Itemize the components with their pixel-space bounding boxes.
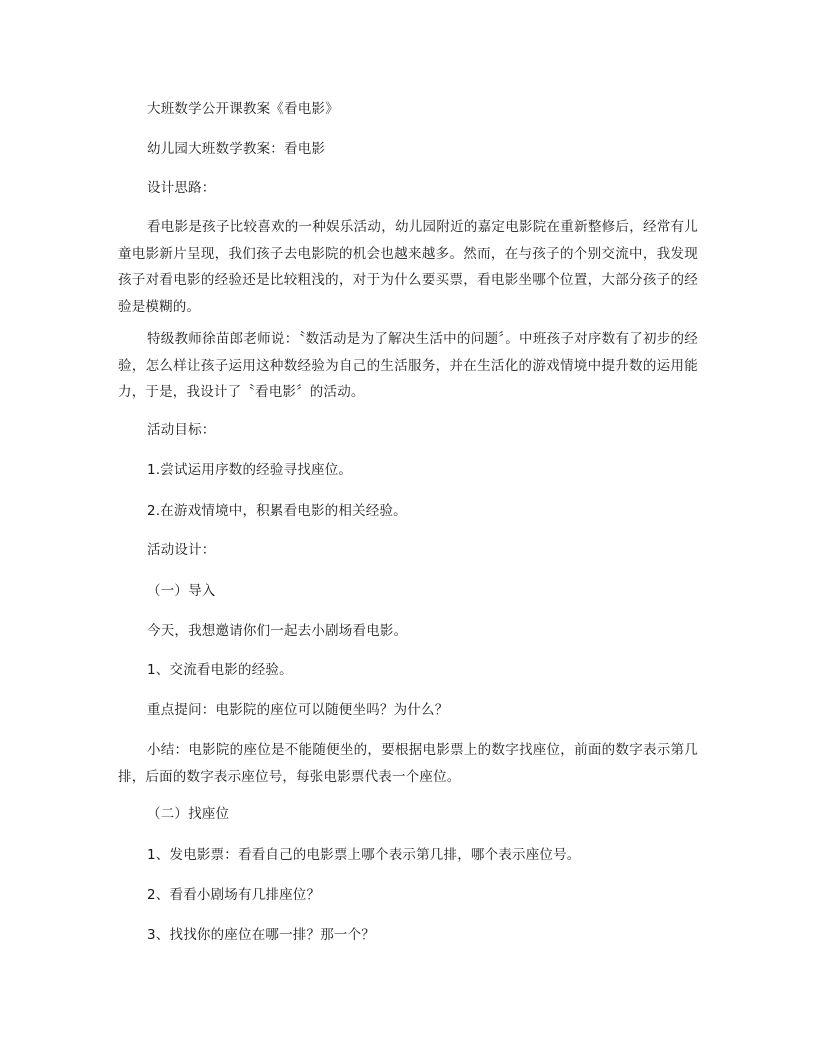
step-2-1: 1、发电影票：看看自己的电影票上哪个表示第几排，哪个表示座位号。 — [147, 847, 581, 863]
key-question: 重点提问：电影院的座位可以随便坐吗？为什么？ — [147, 702, 449, 718]
intro-text: 今天，我想邀请你们一起去小剧场看电影。 — [147, 623, 408, 639]
step-2-3: 3、找找你的座位在哪一排？那一个？ — [147, 927, 375, 943]
activity-heading: 活动设计： — [147, 542, 216, 558]
design-paragraph-2: 特级教师徐苗郎老师说：〝数活动是为了解决生活中的问题〞。中班孩子对序数有了初步的经验，怎么样让孩子运用这种数经验为自己的生活服务，并在生活化的游戏情境中提升数的运用能力，于是，我设计了〝看电影〞的活动。 — [118, 331, 698, 400]
step-1: 1、交流看电影的经验。 — [147, 662, 293, 678]
document-title: 大班数学公开课教案《看电影》 — [147, 101, 339, 117]
design-paragraph-1: 看电影是孩子比较喜欢的一种娱乐活动，幼儿园附近的嘉定电影院在重新整修后，经常有儿童电影新片呈现，我们孩子去电影院的机会也越来越多。然而，在与孩子的个别交流中，我发现孩子对看电影的经验还是比较粗浅的，对于为什么要买票，看电影坐哪个位置，大部分孩子的经验是模糊的。 — [118, 219, 698, 315]
design-heading: 设计思路： — [147, 180, 216, 196]
goal-item-2: 2.在游戏情境中，积累看电影的相关经验。 — [147, 503, 407, 519]
summary-paragraph: 小结：电影院的座位是不能随便坐的，要根据电影票上的数字找座位，前面的数字表示第几排，后面的数字表示座位号，每张电影票代表一个座位。 — [118, 742, 698, 785]
document-subtitle: 幼儿园大班数学教案：看电影 — [147, 141, 326, 157]
section-2-heading: （二）找座位 — [147, 806, 230, 822]
goals-heading: 活动目标： — [147, 422, 216, 438]
goal-item-1: 1.尝试运用序数的经验寻找座位。 — [147, 462, 353, 478]
section-1-heading: （一）导入 — [147, 583, 216, 599]
step-2-2: 2、看看小剧场有几排座位？ — [147, 887, 321, 903]
